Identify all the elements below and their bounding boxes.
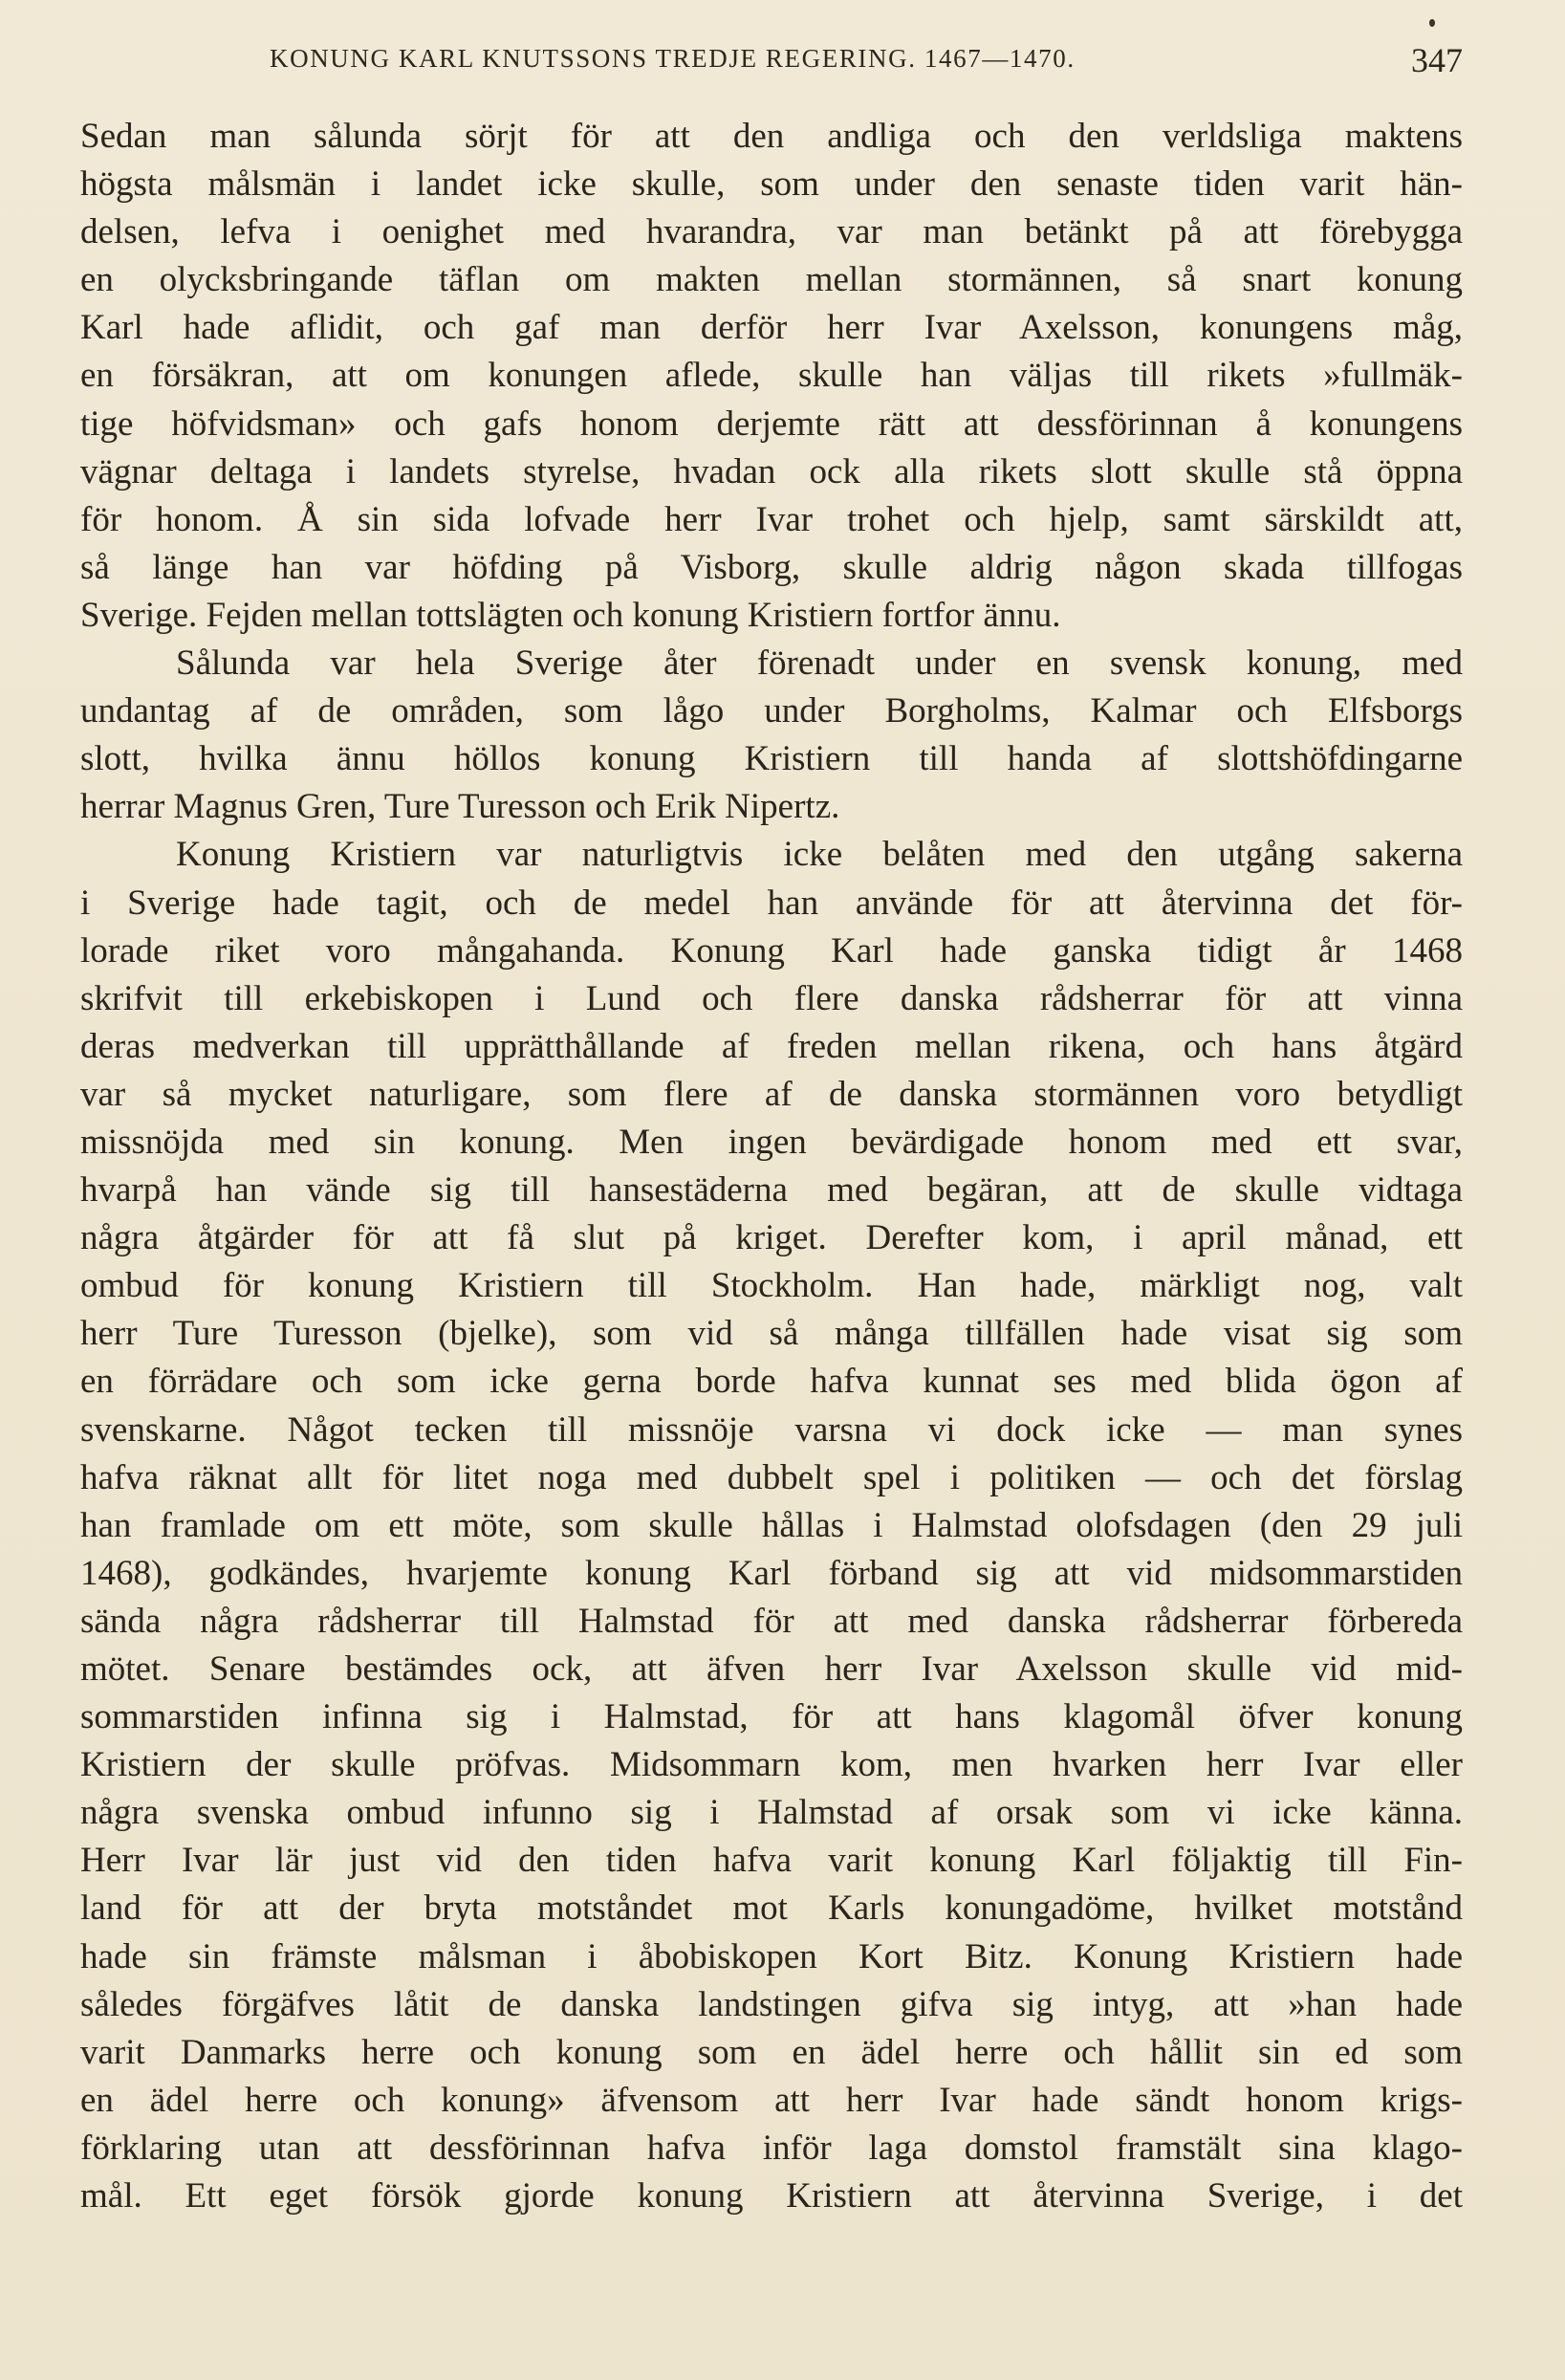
page-header bbox=[270, 41, 1463, 82]
text-line: Sålunda var hela Sverige åter förenadt under en svensk konung, med bbox=[176, 644, 1463, 684]
text-line: skrifvit till erkebiskopen i Lund och flere danska rådsherrar för att vinna bbox=[80, 978, 1463, 1018]
text-line: några svenska ombud infunno sig i Halmstad af orsak som vi icke känna. bbox=[80, 1793, 1463, 1833]
text-line: Sverige. Fejden mellan tottslägten och konung Kristiern fortfor ännu. bbox=[80, 595, 1061, 635]
text-line: en olycksbringande täflan om makten mellan stormännen, så snart konung bbox=[80, 260, 1463, 300]
text-line: herrar Magnus Gren, Ture Turesson och Erik Nipertz. bbox=[80, 787, 840, 827]
text-line: hade sin främste målsman i åbobiskopen Kort Bitz. Konung Kristiern hade bbox=[80, 1936, 1463, 1976]
text-line: för honom. Å sin sida lofvade herr Ivar trohet och hjelp, samt särskildt att, bbox=[80, 499, 1463, 539]
text-line: en ädel herre och konung» äfvensom att herr Ivar hade sändt honom krigs- bbox=[80, 2080, 1463, 2120]
text-line: svenskarne. Något tecken till missnöje varsna vi dock icke — man synes bbox=[80, 1409, 1463, 1450]
text-line: några åtgärder för att få slut på kriget. Derefter kom, i april månad, ett bbox=[80, 1218, 1463, 1258]
text-line: så länge han var höfding på Visborg, skulle aldrig någon skada tillfogas bbox=[80, 547, 1463, 587]
text-line: förklaring utan att dessförinnan hafva inför laga domstol framstält sina klago- bbox=[80, 2128, 1463, 2168]
text-line: Sedan man sålunda sörjt för att den andliga och den verldsliga maktens bbox=[80, 117, 1463, 156]
text-line: en förrädare och som icke gerna borde hafva kunnat ses med blida ögon af bbox=[80, 1362, 1463, 1402]
text-line: varit Danmarks herre och konung som en ädel herre och hållit sin ed som bbox=[80, 2032, 1463, 2072]
text-line: tige höfvidsman» och gafs honom derjemte rätt att dessförinnan å konungens bbox=[80, 404, 1463, 444]
text-line: vägnar deltaga i landets styrelse, hvadan ock alla rikets slott skulle stå öppna bbox=[80, 451, 1463, 491]
text-line: slott, hvilka ännu höllos konung Kristiern till handa af slottshöfdingarne bbox=[80, 739, 1463, 779]
text-line: mötet. Senare bestämdes ock, att äfven herr Ivar Axelsson skulle vid mid- bbox=[80, 1649, 1463, 1689]
text-line: deras medverkan till upprätthållande af freden mellan rikena, och hans åtgärd bbox=[80, 1026, 1463, 1066]
text-line: hafva räknat allt för litet noga med dubbelt spel i politiken — och det förslag bbox=[80, 1457, 1463, 1497]
text-line: delsen, lefva i oenighet med hvarandra, var man betänkt på att förebygga bbox=[80, 212, 1463, 252]
text-line: Kristiern der skulle pröfvas. Midsommarn kom, men hvarken herr Ivar eller bbox=[80, 1745, 1463, 1785]
text-line: han framlade om ett möte, som skulle hållas i Halmstad olofsdagen (den 29 juli bbox=[80, 1505, 1463, 1545]
page-number: 347 bbox=[1411, 41, 1463, 79]
text-line: ombud för konung Kristiern till Stockholm. Han hade, märkligt nog, valt bbox=[80, 1266, 1463, 1306]
text-line: Konung Kristiern var naturligtvis icke belåten med den utgång sakerna bbox=[176, 835, 1463, 875]
text-line: mål. Ett eget försök gjorde konung Kristiern att återvinna Sverige, i det bbox=[80, 2176, 1463, 2216]
text-line: missnöjda med sin konung. Men ingen bevärdigade honom med ett svar, bbox=[80, 1122, 1463, 1162]
text-line: 1468), godkändes, hvarjemte konung Karl förband sig att vid midsommarstiden bbox=[80, 1553, 1463, 1593]
text-line: herr Ture Turesson (bjelke), som vid så många tillfällen hade visat sig som bbox=[80, 1314, 1463, 1354]
ink-speck bbox=[1429, 19, 1435, 27]
text-line: således förgäfves låtit de danska landstingen gifva sig intyg, att »han hade bbox=[80, 1984, 1463, 2024]
text-line: land för att der bryta motståndet mot Karls konungadöme, hvilket motstånd bbox=[80, 1889, 1463, 1929]
text-line: högsta målsmän i landet icke skulle, som under den senaste tiden varit hän- bbox=[80, 164, 1463, 205]
body-text bbox=[80, 113, 1463, 2220]
text-line: lorade riket voro mångahanda. Konung Karl hade ganska tidigt år 1468 bbox=[80, 930, 1463, 971]
text-line: i Sverige hade tagit, och de medel han använde för att återvinna det för- bbox=[80, 883, 1463, 923]
text-line: var så mycket naturligare, som flere af de danska stormännen voro betydligt bbox=[80, 1074, 1463, 1114]
text-line: Karl hade aflidit, och gaf man derför herr Ivar Axelsson, konungens måg, bbox=[80, 308, 1463, 348]
text-line: en försäkran, att om konungen aflede, skulle han väljas till rikets »fullmäk- bbox=[80, 356, 1463, 396]
running-head: KONUNG KARL KNUTSSONS TREDJE REGERING. 1467—1470. bbox=[270, 44, 1076, 73]
text-line: sända några rådsherrar till Halmstad för att med danska rådsherrar förbereda bbox=[80, 1601, 1463, 1641]
text-line: Herr Ivar lär just vid den tiden hafva varit konung Karl följaktig till Fin- bbox=[80, 1841, 1463, 1881]
text-line: undantag af de områden, som lågo under Borgholms, Kalmar och Elfsborgs bbox=[80, 691, 1463, 731]
text-line: sommarstiden infinna sig i Halmstad, för att hans klagomål öfver konung bbox=[80, 1697, 1463, 1737]
text-line: hvarpå han vände sig till hansestäderna med begäran, att de skulle vidtaga bbox=[80, 1170, 1463, 1211]
